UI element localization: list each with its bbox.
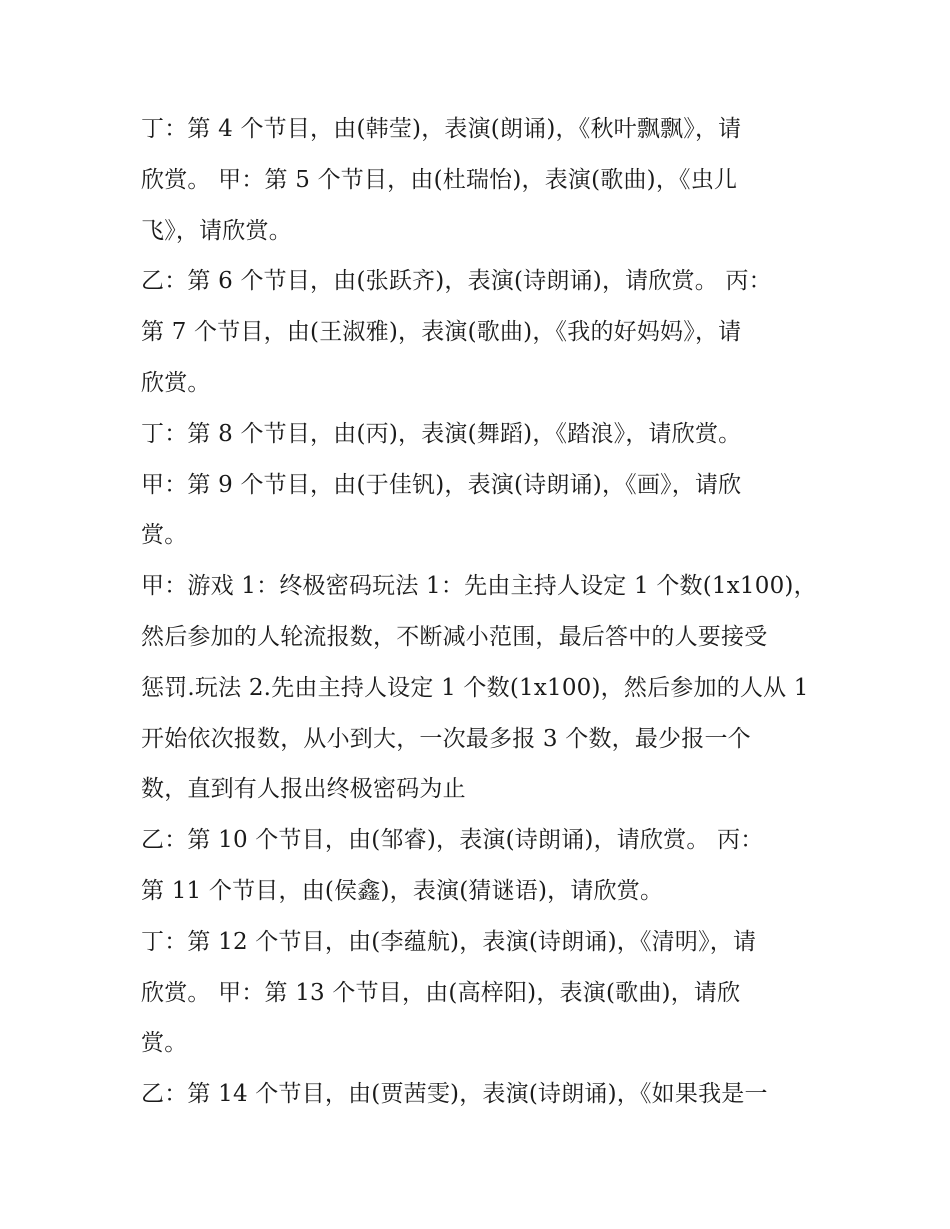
text-line-13: 开始依次报数，从小到大，一次最多报 3 个数，最少报一个 <box>141 725 751 752</box>
text-line-18: 欣赏。 甲：第 13 个节目，由(高梓阳)，表演(歌曲)，请欣 <box>141 979 741 1006</box>
text-line-5: 第 7 个节目，由(王淑雅)，表演(歌曲)，《我的好妈妈》，请 <box>141 319 742 346</box>
text-line-4: 乙：第 6 个节目，由(张跃齐)，表演(诗朗诵)，请欣赏。 丙： <box>141 268 772 295</box>
text-line-15: 乙：第 10 个节目，由(邹睿)，表演(诗朗诵)，请欣赏。 丙： <box>141 827 764 854</box>
text-line-9: 赏。 <box>141 522 188 549</box>
document-body <box>141 104 821 1120</box>
text-line-10: 甲：游戏 1：终极密码玩法 1：先由主持人设定 1 个数(1x100)， <box>141 573 817 600</box>
text-line-2: 欣赏。 甲：第 5 个节目，由(杜瑞怡)，表演(歌曲)，《虫儿 <box>141 166 738 193</box>
text-line-17: 丁：第 12 个节目，由(李蕴航)，表演(诗朗诵)，《清明》，请 <box>141 928 757 955</box>
text-line-7: 丁：第 8 个节目，由(丙)，表演(舞蹈)，《踏浪》，请欣赏。 <box>141 420 742 447</box>
text-line-14: 数，直到有人报出终极密码为止 <box>141 776 466 803</box>
text-line-1: 丁：第 4 个节目，由(韩莹)，表演(朗诵)，《秋叶飘飘》，请 <box>141 116 742 142</box>
text-line-3: 飞》，请欣赏。 <box>141 217 292 244</box>
text-line-20: 乙：第 14 个节目，由(贾茜雯)，表演(诗朗诵)，《如果我是一 <box>141 1081 768 1108</box>
text-line-16: 第 11 个节目，由(侯鑫)，表演(猜谜语)，请欣赏。 <box>141 877 664 904</box>
text-line-8: 甲：第 9 个节目，由(于佳钒)，表演(诗朗诵)，《画》，请欣 <box>141 471 742 498</box>
text-line-11: 然后参加的人轮流报数，不断减小范围，最后答中的人要接受 <box>141 623 768 650</box>
text-line-6: 欣赏。 <box>141 369 211 396</box>
text-line-19: 赏。 <box>141 1030 188 1057</box>
text-line-12: 惩罚.玩法 2.先由主持人设定 1 个数(1x100)，然后参加的人从 1 <box>141 674 809 701</box>
